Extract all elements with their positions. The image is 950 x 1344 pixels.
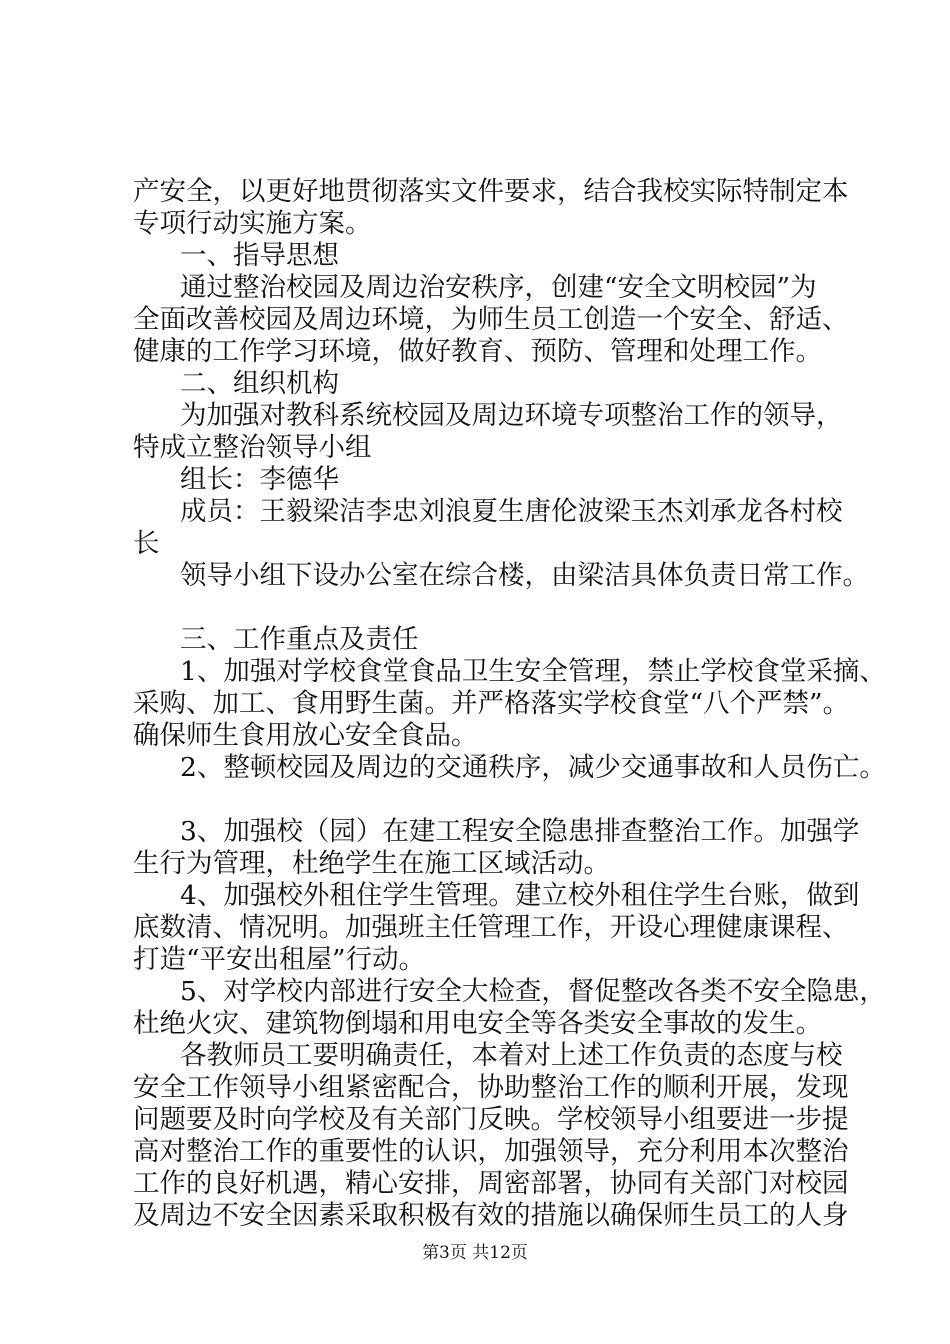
text-line: 领导小组下设办公室在综合楼，由梁洁具体负责日常工作。	[180, 560, 869, 591]
text-line: 4、加强校外租住学生管理。建立校外租住学生台账，做到	[180, 880, 860, 911]
text-line: 健康的工作学习环境，做好教育、预防、管理和处理工作。	[133, 336, 822, 367]
text-line: 工作的良好机遇，精心安排，周密部署，协同有关部门对校园	[133, 1168, 849, 1199]
page-number-footer: 第3页 共12页	[422, 1243, 528, 1263]
text-line: 5、对学校内部进行安全大检查，督促整改各类不安全隐患，	[180, 976, 886, 1007]
text-line: 杜绝火灾、建筑物倒塌和用电安全等各类安全事故的发生。	[133, 1008, 822, 1039]
text-line: 底数清、情况明。加强班主任管理工作，开设心理健康课程、	[133, 912, 849, 943]
text-line: 通过整治校园及周边治安秩序，创建“安全文明校园”为	[180, 272, 817, 303]
text-line: 专项行动实施方案。	[133, 208, 372, 239]
text-line: 各教师员工要明确责任，本着对上述工作负责的态度与校	[180, 1040, 843, 1071]
section-heading: 一、指导思想	[180, 240, 339, 271]
section-heading: 三、工作重点及责任	[180, 624, 419, 655]
text-line: 长	[133, 528, 160, 559]
text-line: 采购、加工、食用野生菌。并严格落实学校食堂“八个严禁”。	[133, 688, 850, 719]
text-line: 2、整顿校园及周边的交通秩序，减少交通事故和人员伤亡。	[180, 752, 886, 783]
text-line: 3、加强校（园）在建工程安全隐患排查整治工作。加强学	[180, 816, 860, 847]
text-line: 确保师生食用放心安全食品。	[133, 720, 478, 751]
text-line: 高对整治工作的重要性的认识，加强领导，充分利用本次整治	[133, 1136, 849, 1167]
text-line: 组长：李德华	[180, 464, 339, 495]
text-line: 问题要及时向学校及有关部门反映。学校领导小组要进一步提	[133, 1104, 849, 1135]
text-line: 成员：王毅梁洁李忠刘浪夏生唐伦波梁玉杰刘承龙各村校	[180, 496, 843, 527]
text-line: 及周边不安全因素采取积极有效的措施以确保师生员工的人身	[133, 1200, 849, 1231]
text-line: 打造“平安出租屋”行动。	[133, 944, 426, 975]
text-line: 特成立整治领导小组	[133, 432, 372, 463]
text-line: 安全工作领导小组紧密配合，协助整治工作的顺利开展，发现	[133, 1072, 849, 1103]
text-line: 生行为管理，杜绝学生在施工区域活动。	[133, 848, 610, 879]
text-line: 全面改善校园及周边环境，为师生员工创造一个安全、舒适、	[133, 304, 849, 335]
section-heading: 二、组织机构	[180, 368, 339, 399]
text-line: 产安全，以更好地贯彻落实文件要求，结合我校实际特制定本	[133, 176, 849, 207]
text-line: 1、加强对学校食堂食品卫生安全管理，禁止学校食堂采摘、	[180, 656, 886, 687]
text-line: 为加强对教科系统校园及周边环境专项整治工作的领导，	[180, 400, 843, 431]
